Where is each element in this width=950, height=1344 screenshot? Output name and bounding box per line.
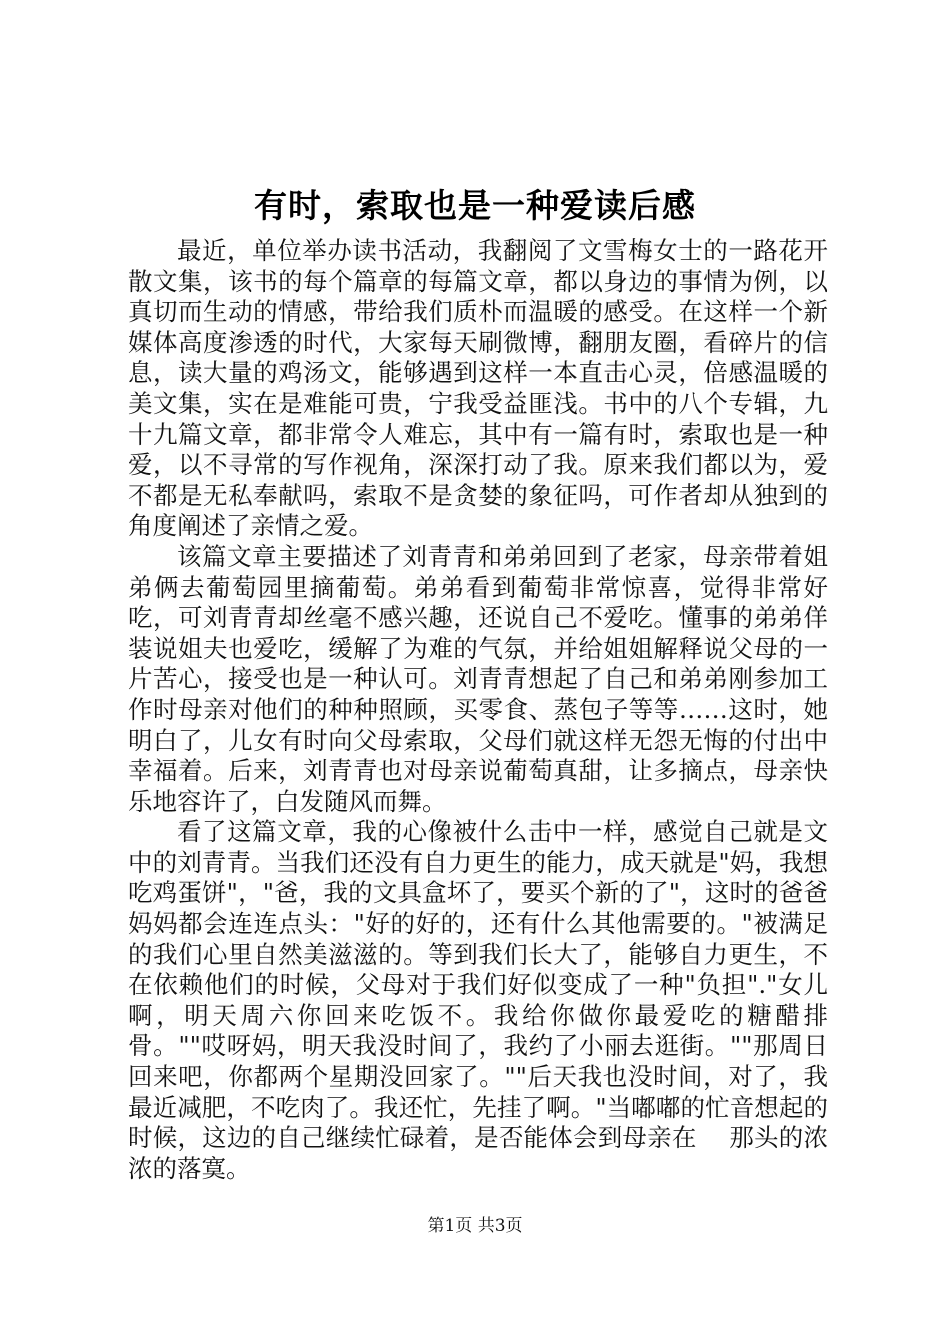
paragraph-3: 看了这篇文章，我的心像被什么击中一样，感觉自己就是文中的刘青青。当我们还没有自力更生的能力，成天就是"妈，我想吃鸡蛋饼"，"爸，我的文具盒坏了，要买个新的了"，这时的爸爸妈妈都会连连点头："好的好的，还有什么其他需要的。"被满足的我们心里自然美滋滋的。等到我们长大了，能够自力更生，不在依赖他们的时候，父母对于我们好似变成了一种"负担"."女儿啊，明天周六你回来吃饭不。我给你做你最爱吃的糖醋排骨。""哎呀妈，明天我没时间了，我约了小丽去逛街。""那周日回来吧，你都两个星期没回家了。""后天我也没时间，对了，我最近减肥，不吃肉了。我还忙，先挂了啊。"当嘟嘟的忙音想起的时候，这边的自己继续忙碌着，是否能体会到母亲在 那头的浓浓的落寞。 (128, 817, 828, 1183)
document-body (128, 236, 828, 1184)
page-number-footer: 第1页 共3页 (427, 1216, 523, 1236)
paragraph-2: 该篇文章主要描述了刘青青和弟弟回到了老家，母亲带着姐弟俩去葡萄园里摘葡萄。弟弟看到葡萄非常惊喜，觉得非常好吃，可刘青青却丝毫不感兴趣，还说自己不爱吃。懂事的弟弟佯装说姐夫也爱吃，缓解了为难的气氛，并给姐姐解释说父母的一片苦心，接受也是一种认可。刘青青想起了自己和弟弟刚参加工作时母亲对他们的种种照顾，买零食、蒸包子等等……这时，她明白了，儿女有时向父母索取，父母们就这样无怨无悔的付出中幸福着。后来，刘青青也对母亲说葡萄真甜，让多摘点，母亲快乐地容许了，白发随风而舞。 (128, 541, 828, 816)
document-title: 有时，索取也是一种爱读后感 (254, 186, 696, 225)
paragraph-1: 最近，单位举办读书活动，我翻阅了文雪梅女士的一路花开散文集，该书的每个篇章的每篇文章，都以身边的事情为例，以真切而生动的情感，带给我们质朴而温暖的感受。在这样一个新媒体高度渗透的时代，大家每天刷微博，翻朋友圈，看碎片的信息，读大量的鸡汤文，能够遇到这样一本直击心灵，倍感温暖的美文集，实在是难能可贵，宁我受益匪浅。书中的八个专辑，九十九篇文章，都非常令人难忘，其中有一篇有时，索取也是一种爱，以不寻常的写作视角，深深打动了我。原来我们都以为，爱不都是无私奉献吗，索取不是贪婪的象征吗，可作者却从独到的角度阐述了亲情之爱。 (128, 236, 828, 541)
